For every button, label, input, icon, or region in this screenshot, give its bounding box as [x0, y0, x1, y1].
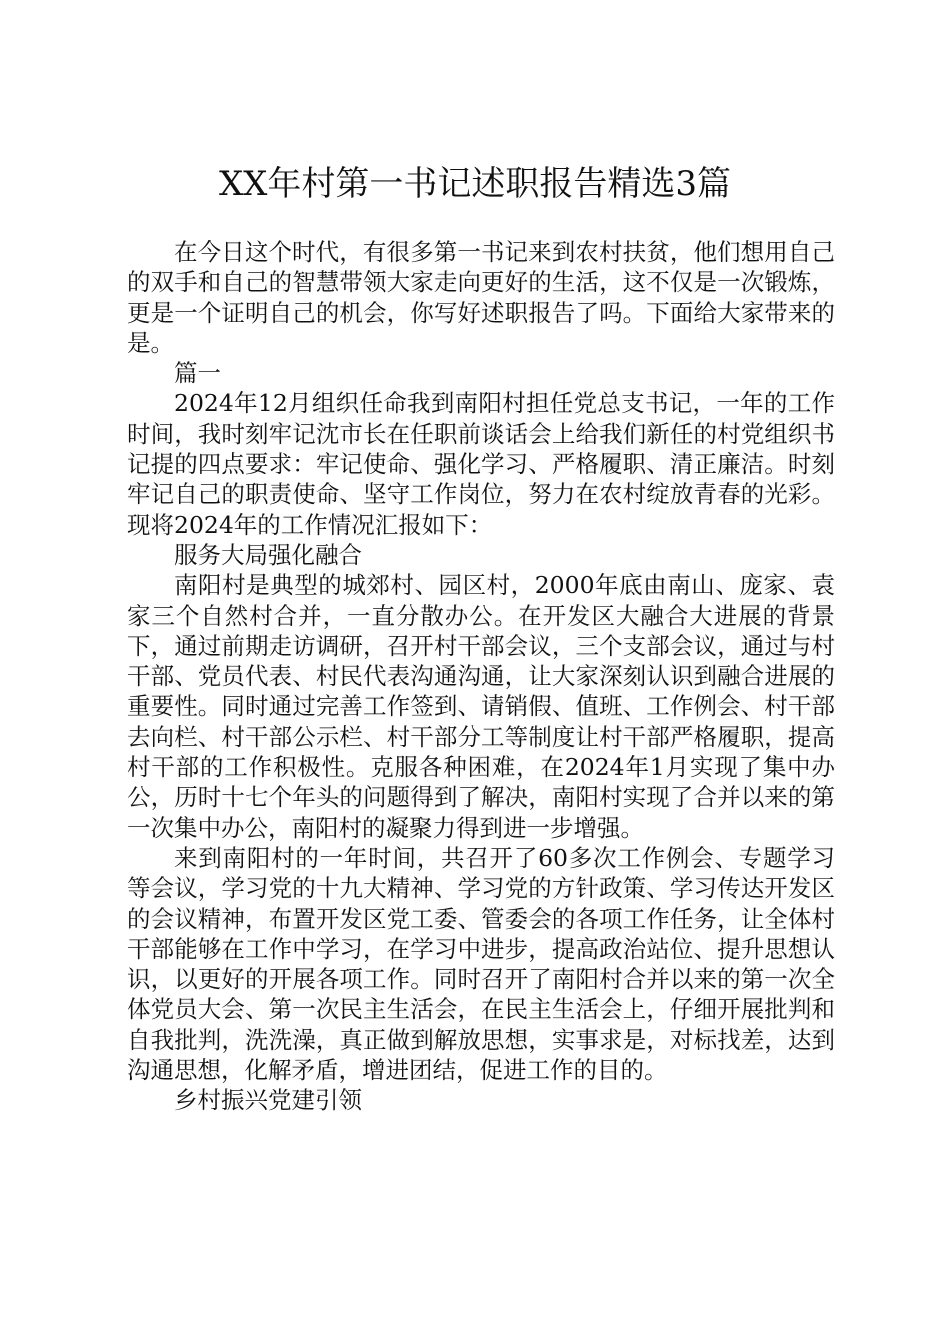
section-heading: 服务大局强化融合	[174, 540, 362, 569]
section-heading-part-one: 篇一	[174, 359, 221, 388]
body-paragraph: 2024年12月组织任命我到南阳村担任党总支书记，一年的工作时间，我时刻牢记沈市长在任职前谈话会上给我们新任的村党组织书记提的四点要求：牢记使命、强化学习、严格履职、清正廉洁。时刻牢记自己的职责使命、坚守工作岗位，努力在农村绽放青春的光彩。现将2024年的工作情况汇报如下：	[127, 389, 835, 539]
body-paragraph: 南阳村是典型的城郊村、园区村，2000年底由南山、庞家、袁家三个自然村合并，一直分散办公。在开发区大融合大进展的背景下，通过前期走访调研，召开村干部会议，三个支部会议，通过与村干部、党员代表、村民代表沟通沟通，让大家深刻认识到融合进展的重要性。同时通过完善工作签到、请销假、值班、工作例会、村干部去向栏、村干部公示栏、村干部分工等制度让村干部严格履职，提高村干部的工作积极性。克服各种困难，在2024年1月实现了集中办公，历时十七个年头的问题得到了解决，南阳村实现了合并以来的第一次集中办公，南阳村的凝聚力得到进一步增强。	[127, 571, 835, 842]
document-title: XX年村第一书记述职报告精选3篇	[218, 164, 732, 204]
body-paragraph: 来到南阳村的一年时间，共召开了60多次工作例会、专题学习等会议，学习党的十九大精神、学习党的方针政策、学习传达开发区的会议精神，布置开发区党工委、管委会的各项工作任务，让全体村干部能够在工作中学习，在学习中进步，提高政治站位、提升思想认识，以更好的开展各项工作。同时召开了南阳村合并以来的第一次全体党员大会、第一次民主生活会，在民主生活会上，仔细开展批判和自我批判，洗洗澡，真正做到解放思想，实事求是，对标找差，达到沟通思想，化解矛盾，增进团结，促进工作的目的。	[127, 843, 835, 1085]
section-heading: 乡村振兴党建引领	[174, 1086, 362, 1115]
document-body	[127, 237, 835, 1116]
intro-paragraph: 在今日这个时代，有很多第一书记来到农村扶贫，他们想用自己的双手和自己的智慧带领大家走向更好的生活，这不仅是一次锻炼，更是一个证明自己的机会，你写好述职报告了吗。下面给大家带来的是。	[127, 238, 835, 357]
